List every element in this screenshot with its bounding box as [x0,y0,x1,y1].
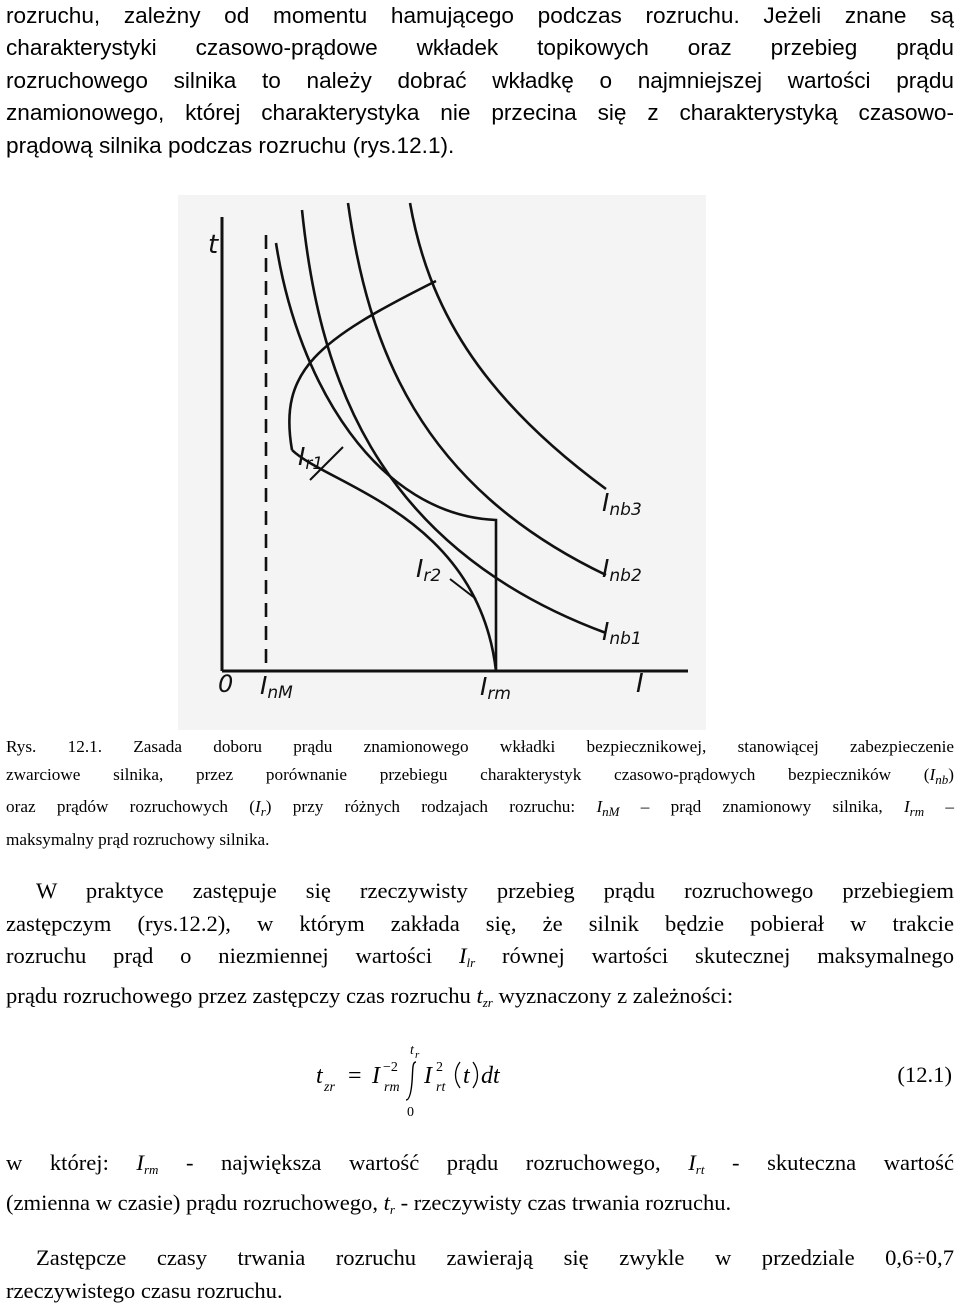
intro-line: charakterystyki czasowo-prądowe wkładek topikowych oraz przebieg prądu [6,35,954,61]
paragraph-line: Zastępcze czasy trwania rozruchu zawierają się zwykle w przedziale 0,6÷0,7 [36,1245,954,1270]
intro-line: rozruchowego silnika to należy dobrać wkładkę o najmniejszej wartości prądu [6,67,954,93]
paragraph-line: rzeczywistego czasu rozruchu. [6,1277,283,1303]
caption-line: zwarciowe silnika, przez porównanie przebiegu charakterystyk czasowo-prądowych bezpieczników $(I_{nb})$ [6,764,954,787]
inm-label: InM [260,671,293,703]
irm-label: Irm [480,672,511,704]
svg-text:−2: −2 [383,1060,398,1075]
svg-text:zr: zr [324,1080,335,1095]
integral-sign [406,1062,416,1100]
svg-text:=: = [348,1063,362,1089]
svg-text:0: 0 [407,1105,414,1120]
svg-text:t: t [463,1063,470,1089]
y-axis-label: t [208,230,219,260]
equation-formula [316,1040,536,1120]
ir1-label: Ir1 [298,442,324,474]
equation-number: (12.1) [897,1062,952,1087]
caption-lead: Rys. 12.1. [6,737,103,756]
figure-background [178,195,706,730]
paren-open [456,1062,461,1088]
inb1-label: Inb1 [602,617,642,649]
svg-text:r: r [415,1049,420,1061]
paren-close [473,1062,478,1088]
caption-line: oraz prądów rozruchowych $(I_r)$ przy różnych rodzajach rozruchu: $I_{nM}$ – prąd znamionowy silnika, $I_{rm}$ – [6,797,954,819]
paragraph-line: W praktyce zastępuje się rzeczywisty przebieg prądu rozruchowego przebiegiem [36,878,954,903]
inb2-label: Inb2 [602,554,642,586]
intro-line: rozruchu, zależny od momentu hamującego podczas rozruchu. Jeżeli znane są [6,3,954,28]
ir2-label: Ir2 [416,554,442,586]
paragraph-durations [6,1242,954,1307]
time-current-characteristics-figure [178,195,706,730]
figure-caption [6,733,954,853]
svg-text:2: 2 [436,1060,443,1075]
intro-paragraph [6,0,954,162]
paragraph-line: w której: $I_{rm}$ - największa wartość prądu rozruchowego, $I_{rt}$ - skuteczna wartość [6,1150,954,1177]
paragraph-line: prądu rozruchowego przez zastępczy czas rozruchu $t_{zr}$ wyznaczony z zależności: [6,982,734,1010]
paragraph-symbols [6,1147,954,1226]
caption-line: maksymalny prąd rozruchowy silnika. [6,829,270,849]
svg-text:I: I [372,1063,380,1089]
paragraph-substitute-run [6,875,954,1019]
paragraph-line: (zmienna w czasie) prądu rozruchowego, $t_r$ - rzeczywisty czas trwania rozruchu. [6,1189,732,1217]
svg-text:rm: rm [384,1080,400,1095]
x-axis-label: I [636,669,644,699]
svg-text:rt: rt [436,1080,446,1095]
paragraph-line: zastępczym (rys.12.2), w którym zakłada się, że silnik będzie pobierał w trakcie [6,910,954,936]
caption-line: Rys. 12.1. Zasada doboru prądu znamionowego wkładki bezpiecznikowej, stanowiącej zabezpieczenie [6,737,955,756]
svg-text:t: t [410,1043,414,1058]
svg-text:dt: dt [481,1063,500,1089]
intro-line: znamionowego, której charakterystyka nie przecina się z charakterystyką czasowo- [6,100,954,126]
svg-text:t: t [316,1063,323,1089]
inb3-label: Inb3 [602,488,642,520]
svg-text:I: I [424,1063,432,1089]
intro-line: prądową silnika podczas rozruchu (rys.12.1). [6,132,455,158]
paragraph-line: rozruchu prąd o niezmiennej wartości $I_{lr}$ równej wartości skutecznej maksymalnego [6,943,954,970]
equation-12-1 [0,1040,960,1120]
origin-label: 0 [218,670,234,698]
